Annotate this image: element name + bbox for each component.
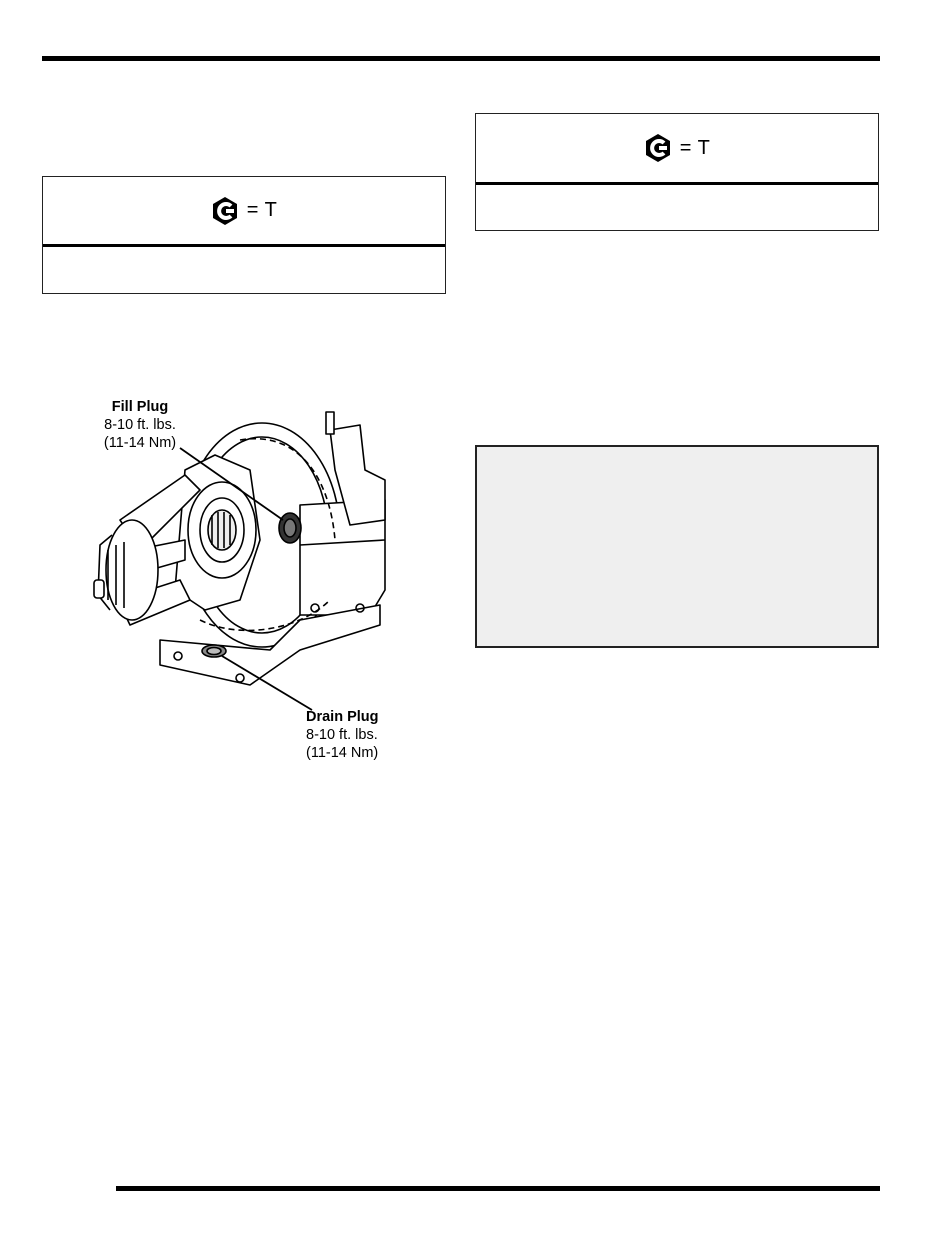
fill-plug-torque-imperial: 8-10 ft. lbs. [104,417,176,433]
torque-equals-label: = T [679,136,711,159]
torque-spec-box-right [475,113,879,231]
drain-plug-callout [306,708,416,762]
note-box [475,445,879,648]
drain-plug-torque-metric: (11-14 Nm) [306,745,379,761]
header-rule [42,56,880,61]
torque-spec-box-left [42,176,446,294]
drain-plug-title: Drain Plug [306,709,379,725]
torque-spec-header [43,177,445,247]
torque-wrench-icon [644,133,672,163]
drain-plug-torque-imperial: 8-10 ft. lbs. [306,727,378,743]
footer-rule [116,1186,880,1191]
torque-equals-label: = T [246,199,278,221]
fill-plug-torque-metric: (11-14 Nm) [103,435,177,451]
torque-wrench-icon [211,196,239,226]
fill-plug-callout [80,398,200,452]
torque-spec-header [476,114,878,185]
fill-plug-title: Fill Plug [111,399,169,415]
